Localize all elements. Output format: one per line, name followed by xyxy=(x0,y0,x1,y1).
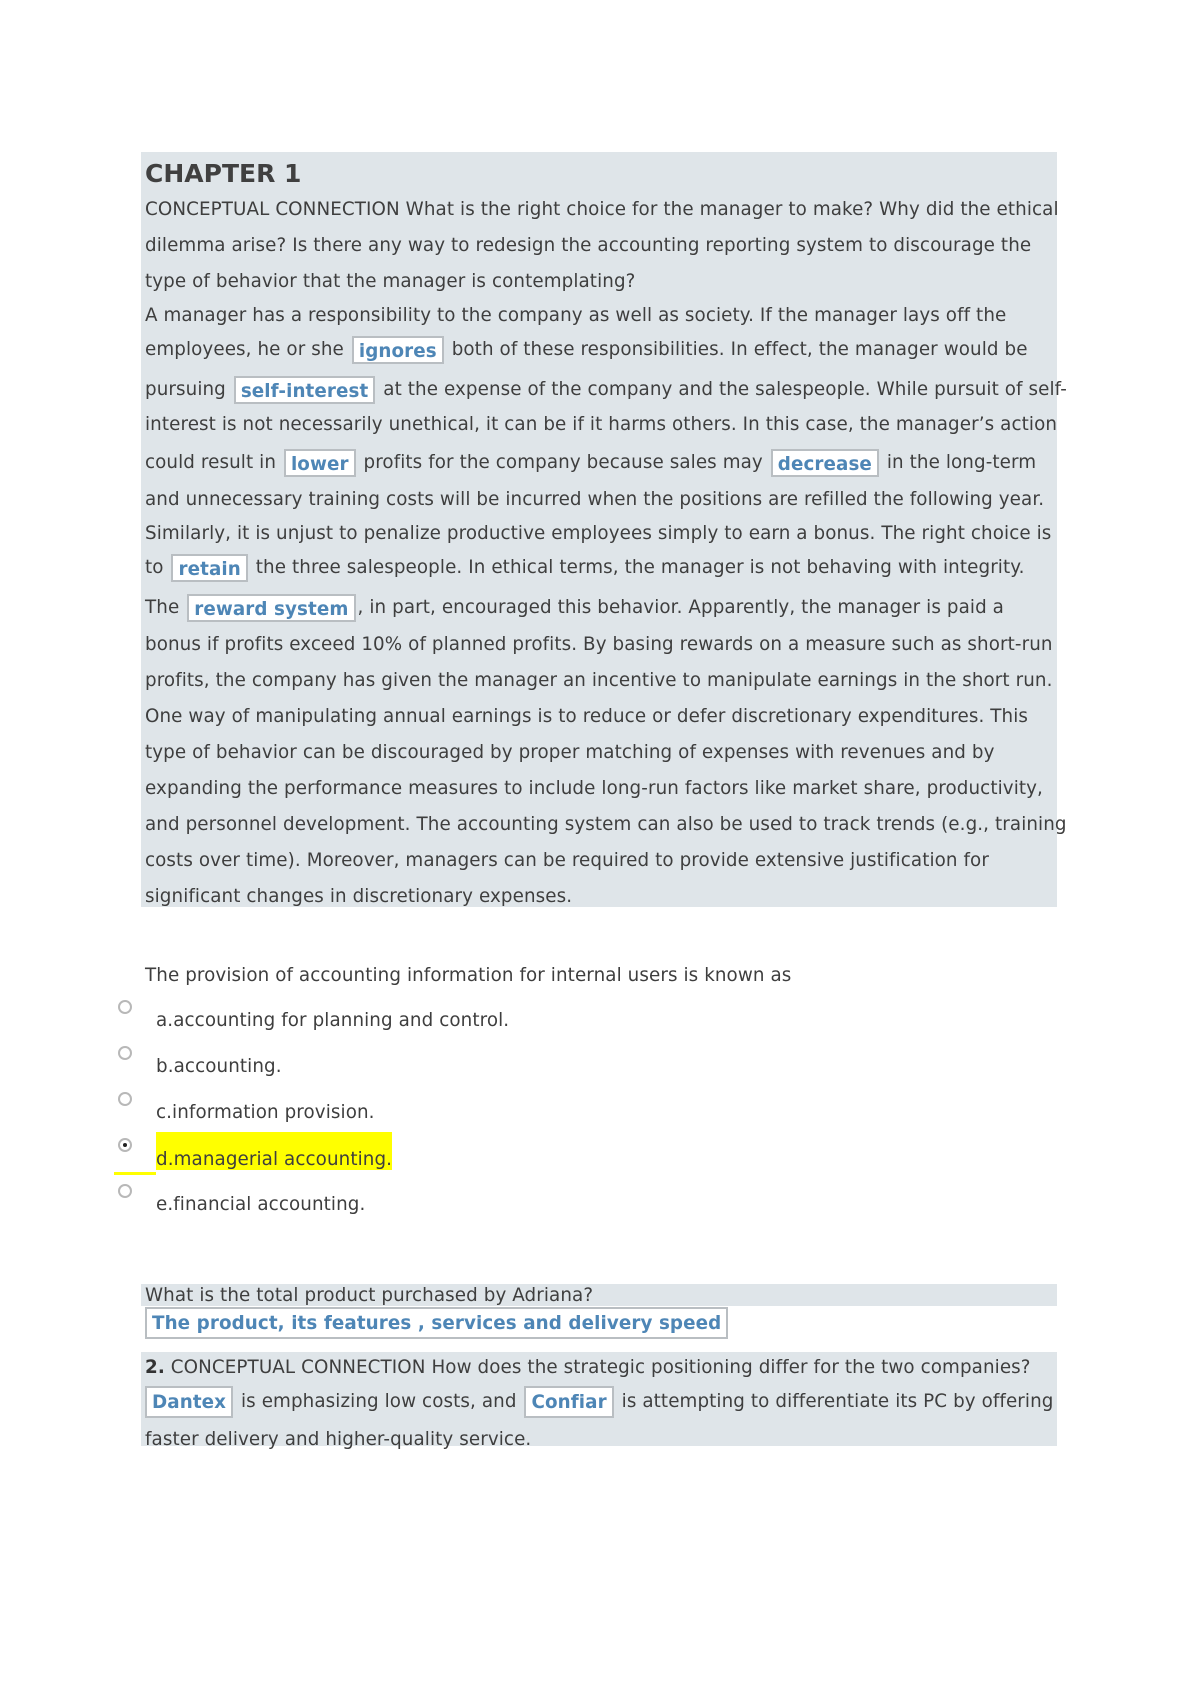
answer-box-lower[interactable]: lower xyxy=(284,449,356,477)
option-e-radio[interactable] xyxy=(118,1184,132,1198)
adriana-question: What is the total product purchased by Adriana? xyxy=(141,1284,1057,1306)
paragraph-text: at the expense of the company and the salespeople. While pursuit of self- xyxy=(383,379,1067,400)
paragraph-line: profits, the company has given the manager an incentive to manipulate earnings in the short run. xyxy=(145,670,1053,691)
prompt-line: CONCEPTUAL CONNECTION What is the right choice for the manager to make? Why did the ethical xyxy=(145,199,1059,220)
paragraph-line xyxy=(145,332,1053,368)
option-d-radio[interactable] xyxy=(118,1138,132,1152)
answer-box-retain[interactable]: retain xyxy=(171,554,247,582)
paragraph-line xyxy=(145,441,1053,482)
answer-box-confiar[interactable]: Confiar xyxy=(524,1386,613,1418)
option-b-radio[interactable] xyxy=(118,1046,132,1060)
cc2-text: is emphasizing low costs, and xyxy=(240,1391,517,1412)
paragraph-text: in the long-term xyxy=(886,452,1037,473)
paragraph-text: to xyxy=(145,557,164,578)
chapter-title: CHAPTER 1 xyxy=(145,159,302,188)
paragraph-text: The xyxy=(145,597,180,618)
paragraph-line xyxy=(145,586,1053,627)
option-d-label[interactable]: d.managerial accounting. xyxy=(156,1132,392,1170)
paragraph-text: , in part, encouraged this behavior. Apparently, the manager is paid a xyxy=(357,597,1004,618)
paragraph-line: and unnecessary training costs will be incurred when the positions are refilled the following year. xyxy=(145,489,1045,510)
paragraph-text: the three salespeople. In ethical terms, the manager is not behaving with integrity. xyxy=(255,557,1025,578)
cc2-number: 2. xyxy=(145,1357,165,1378)
cc2-line: faster delivery and higher-quality service. xyxy=(145,1429,532,1450)
option-a-label[interactable]: a.accounting for planning and control. xyxy=(156,1010,510,1031)
answer-box-decrease[interactable]: decrease xyxy=(771,449,879,477)
mcq-question: The provision of accounting information for internal users is known as xyxy=(145,965,792,986)
answer-box-ignores[interactable]: ignores xyxy=(352,336,444,364)
option-c-label[interactable]: c.information provision. xyxy=(156,1102,375,1123)
cc2-prompt: CONCEPTUAL CONNECTION How does the strategic positioning differ for the two companies? xyxy=(164,1357,1031,1378)
paragraph-line: expanding the performance measures to include long-run factors like market share, productivity, xyxy=(145,778,1043,799)
paragraph-line: type of behavior can be discouraged by proper matching of expenses with revenues and by xyxy=(145,742,995,763)
paragraph-line: significant changes in discretionary expenses. xyxy=(145,886,573,907)
paragraph-line: costs over time). Moreover, managers can be required to provide extensive justification for xyxy=(145,850,989,871)
paragraph-line: A manager has a responsibility to the company as well as society. If the manager lays off the xyxy=(145,305,1007,326)
paragraph-line: and personnel development. The accounting system can also be used to track trends (e.g., training xyxy=(145,814,1067,835)
answer-box-dantex[interactable]: Dantex xyxy=(145,1386,233,1418)
paragraph-line: interest is not necessarily unethical, it can be if it harms others. In this case, the manager’s action xyxy=(145,414,1058,435)
cc2-answer-line xyxy=(145,1382,1053,1422)
paragraph-text: could result in xyxy=(145,452,277,473)
answer-box-self-interest[interactable]: self-interest xyxy=(234,376,376,404)
answer-box-reward-system[interactable]: reward system xyxy=(187,594,355,622)
paragraph-line: One way of manipulating annual earnings is to reduce or defer discretionary expenditures. This xyxy=(145,706,1029,727)
paragraph-text: employees, he or she xyxy=(145,339,344,360)
conceptual-connection-2-block xyxy=(141,1352,1057,1450)
paragraph-text: profits for the company because sales may xyxy=(363,452,763,473)
adriana-answer-row xyxy=(145,1307,728,1339)
option-c-radio[interactable] xyxy=(118,1092,132,1106)
paragraph-text: pursuing xyxy=(145,379,226,400)
paragraph-line xyxy=(145,550,1053,586)
answer-box-total-product[interactable]: The product, its features , services and delivery speed xyxy=(145,1307,728,1339)
paragraph-text: both of these responsibilities. In effect, the manager would be xyxy=(451,339,1028,360)
prompt-line: dilemma arise? Is there any way to redesign the accounting reporting system to discourage the xyxy=(145,235,1032,256)
highlight-underline xyxy=(114,1172,156,1175)
cc2-text: is attempting to differentiate its PC by offering xyxy=(621,1391,1054,1412)
cc2-prompt-line xyxy=(145,1354,1053,1382)
option-e-label[interactable]: e.financial accounting. xyxy=(156,1194,366,1215)
paragraph-line: Similarly, it is unjust to penalize productive employees simply to earn a bonus. The right choice is xyxy=(145,523,1052,544)
paragraph-line xyxy=(145,368,1067,409)
paragraph-line: bonus if profits exceed 10% of planned profits. By basing rewards on a measure such as short-run xyxy=(145,634,1053,655)
chapter-1-block xyxy=(141,152,1067,907)
prompt-line: type of behavior that the manager is contemplating? xyxy=(145,271,636,292)
option-a-radio[interactable] xyxy=(118,1000,132,1014)
option-b-label[interactable]: b.accounting. xyxy=(156,1056,282,1077)
